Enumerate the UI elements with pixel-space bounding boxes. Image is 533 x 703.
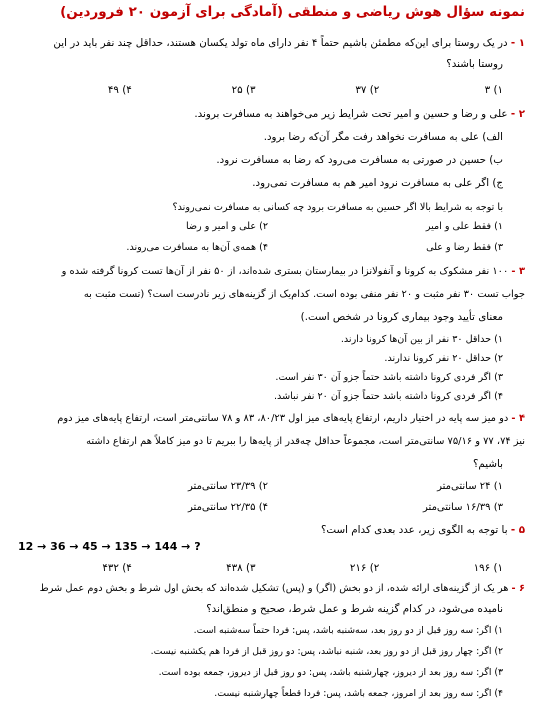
q4-text-line1: ۴ - دو میز سه پایه در اختیار داریم، ارتفاع پایه‌های میز اول ۸۰/۲۳، ۸۳ و ۷۸ سانتی‌متر است، ارتفاع پایه‌های میز دوم: [57, 413, 525, 424]
q1-option-4[interactable]: ۴) ۴۹: [107, 84, 132, 96]
q6-text-line1: ۶ - هر یک از گزینه‌های ارائه شده، از دو بخش (اگر) و (پس) تشکیل شده‌اند که بخش اول شرط و بخش دوم عمل شرط: [39, 583, 525, 594]
q3-option-4[interactable]: ۴) اگر فردی کرونا داشته باشد حتماً جزو آن ۲۰ نفر نباشد.: [273, 391, 503, 402]
q6-option-4[interactable]: ۴) اگر: سه روز بعد از امروز، جمعه باشد، پس: فردا قطعاً چهارشنبه نیست.: [214, 688, 503, 699]
q2-number: ۲ -: [510, 108, 525, 120]
q1-option-3[interactable]: ۳) ۲۵: [231, 84, 256, 96]
q5-number: ۵ -: [510, 524, 525, 536]
q4-text-line2: نیز ۷۴، ۷۷ و ۷۵/۱۶ سانتی‌متر است، مجموعاً حداقل چه‌قدر از پایه‌ها را ببریم تا دو میز کاملاً هم ارتفاع داشته: [86, 436, 525, 447]
q6-option-3[interactable]: ۳) اگر: سه روز بعد از دیروز، چهارشنبه باشد، پس: دو روز قبل از دیروز، جمعه بوده است.: [158, 667, 503, 678]
q1-option-2[interactable]: ۲) ۳۷: [355, 84, 380, 96]
q1-text-line1: ۱ - در یک روستا برای این‌که مطمئن باشیم حتماً ۴ نفر دارای ماه تولد یکسان هستند، حداقل چند نفر باید در این: [53, 37, 525, 49]
q3-text-line2: جواب تست ۳۰ نفر مثبت و ۲۰ نفر منفی بوده است. کدام‌یک از گزینه‌های زیر نادرست است؟ (تست مثبت به: [83, 289, 525, 300]
q6-text-line2: نامیده می‌شود، در کدام گزینه شرط و عمل شرط، صحیح و منطق‌اند؟: [206, 603, 503, 615]
q2-condition-c: ج) اگر علی به مسافرت نرود امیر هم به مسافرت نمی‌رود.: [252, 177, 503, 189]
q3-text-line3: معنای تأیید وجود بیماری کرونا در شخص است.): [300, 311, 503, 323]
q2-option-1[interactable]: ۱) فقط علی و امیر: [425, 221, 503, 232]
q2-text-line1: ۲ - علی و رضا و حسین و امیر تحت شرایط زیر می‌خواهند به مسافرت بروند.: [194, 108, 525, 120]
q5-option-2[interactable]: ۲) ۲۱۶: [349, 562, 380, 574]
q6-option-1[interactable]: ۱) اگر: سه روز قبل از دو روز بعد، سه‌شنبه باشد، پس: فردا حتماً سه‌شنبه است.: [193, 625, 503, 636]
q5-option-3[interactable]: ۳) ۴۳۸: [226, 562, 256, 574]
q6-number: ۶ -: [511, 583, 525, 594]
page-title: نمونه سؤال هوش ریاضی و منطقی (آمادگی برای آزمون ۲۰ فروردین): [60, 4, 525, 20]
q2-question: با توجه به شرایط بالا اگر حسین به مسافرت برود چه کسانی به مسافرت نمی‌روند؟: [172, 202, 503, 213]
q4-option-4[interactable]: ۴) ۲۲/۳۵ سانتی‌متر: [188, 502, 268, 513]
q2-option-3[interactable]: ۳) فقط رضا و علی: [426, 242, 503, 253]
q4-option-1[interactable]: ۱) ۲۴ سانتی‌متر: [437, 481, 503, 492]
q1-option-1[interactable]: ۱) ۳: [484, 84, 503, 96]
q1-text-line2: روستا باشند؟: [446, 58, 503, 70]
q5-sequence: 12 → 36 → 45 → 135 → 144 → ?: [18, 540, 201, 553]
q1-number: ۱ -: [510, 37, 525, 49]
q3-option-3[interactable]: ۳) اگر فردی کرونا داشته باشد حتماً جزو آن ۳۰ نفر است.: [275, 372, 503, 383]
q2-option-2[interactable]: ۲) علی و امیر و رضا: [185, 221, 268, 232]
q3-option-1[interactable]: ۱) حداقل ۳۰ نفر از بین آن‌ها کرونا دارند.: [340, 334, 503, 345]
q5-text-line1: ۵ - با توجه به الگوی زیر، عدد بعدی کدام است؟: [320, 524, 525, 536]
q4-text-line3: باشیم؟: [472, 458, 503, 470]
q2-condition-b: ب) حسین در صورتی به مسافرت می‌رود که رضا به مسافرت نرود.: [216, 154, 503, 166]
q5-options: [8, 562, 503, 574]
q5-option-1[interactable]: ۱) ۱۹۶: [473, 562, 503, 574]
q2-option-4[interactable]: ۴) همه‌ی آن‌ها به مسافرت می‌روند.: [126, 242, 268, 253]
q3-number: ۳ -: [511, 266, 525, 277]
q2-condition-a: الف) علی به مسافرت نخواهد رفت مگر آن‌که رضا برود.: [263, 131, 503, 143]
q3-text-line1: ۳ - ۱۰۰ نفر مشکوک به کرونا و آنفولانزا در بیمارستان بستری شده‌اند، از ۵۰ نفر از آن‌ها تست کرونا گرفته شده و: [61, 266, 525, 277]
q4-option-3[interactable]: ۳) ۱۶/۳۹ سانتی‌متر: [423, 502, 503, 513]
q5-option-4[interactable]: ۴) ۴۳۲: [102, 562, 132, 574]
q6-option-2[interactable]: ۲) اگر: چهار روز قبل از دو روز بعد، شنبه نباشد، پس: دو روز قبل از فردا هم یکشنبه نیست.: [150, 646, 503, 657]
q4-number: ۴ -: [511, 413, 525, 424]
q4-option-2[interactable]: ۲) ۲۳/۳۹ سانتی‌متر: [188, 481, 268, 492]
q1-options: [8, 84, 503, 96]
q3-option-2[interactable]: ۲) حداقل ۲۰ نفر کرونا ندارند.: [384, 353, 503, 364]
